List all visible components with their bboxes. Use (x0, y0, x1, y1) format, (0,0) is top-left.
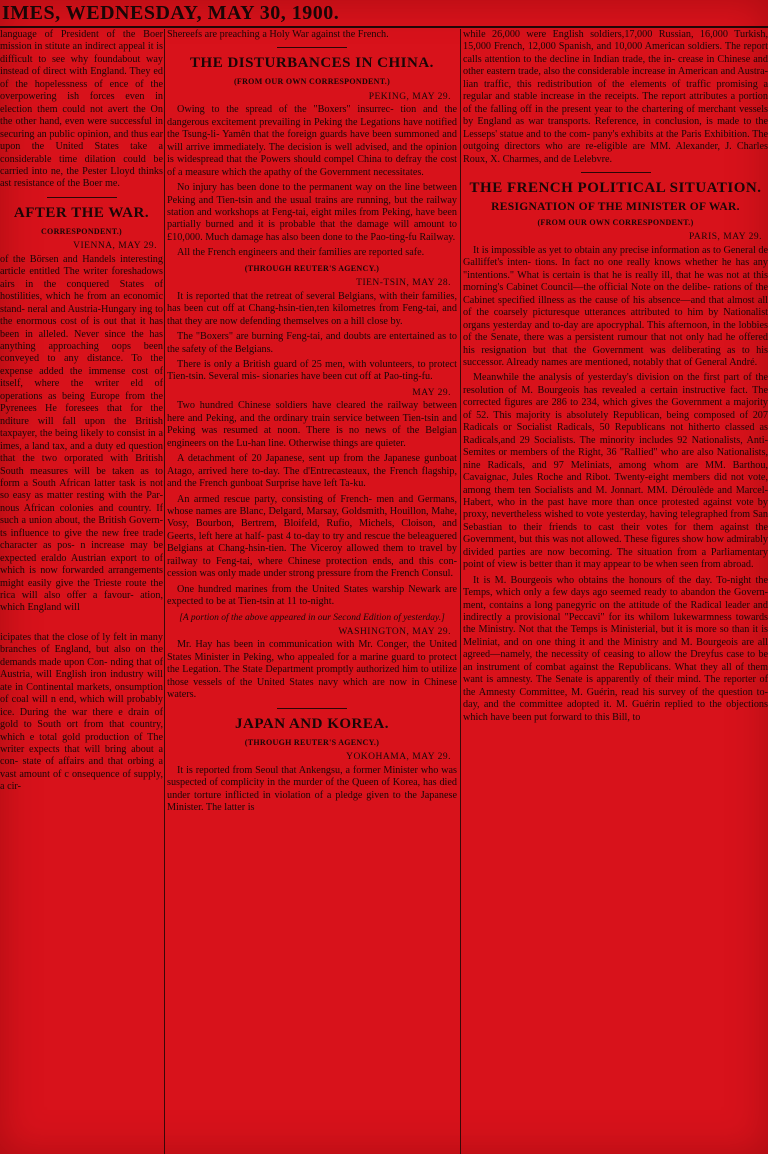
subheadline-resignation: RESIGNATION OF THE MINISTER OF WAR. (491, 200, 740, 213)
article-paragraph: icipates that the close of ly felt in many branches of England, but also on the demands made upon Con- nding that of Austria, will English iron industry will ate in Continental markets, onsumption of coal will n end, which will probably ice. During the war there e drain of gold to South ort from that country, which e total gold production of The writer expects that will bring about a con- state of affairs and that orbing a vast amount of c onsequence of supply, a cir- (0, 631, 163, 793)
article-paragraph: language of President of the Boer mission in stitute an indirect appeal it is difficult to see why foundabout way instead of direct with England. They ed of the hopelessness of ence of the overpowering ish forces even in election them could not avert the On the other hand, even were successful in securing an public opinion, and thus ear upon the United States take a considerable time dilation could be carried into ne, the Pester Lloyd thinks ast resistance of the Boer me. (0, 29, 163, 190)
article-paragraph: It is reported that the retreat of several Belgians, with their families, has been cut off at Chang-hsin-tien,ten kilometres from Feng-tai, and that they are now defending themselves on a hill close by. (167, 290, 457, 327)
article-paragraph: There is only a British guard of 25 men, with volunteers, to protect Tien-tsin. Several mis- sionaries have been cut off at Pao-ting-fu. (167, 358, 457, 383)
dateline: YOKOHAMA, MAY 29. (346, 752, 451, 763)
section-divider (277, 708, 347, 709)
column-rule (164, 29, 165, 1154)
article-paragraph: Shereefs are preaching a Holy War against the French. (167, 29, 389, 40)
section-divider (277, 47, 347, 48)
article-paragraph: No injury has been done to the permanent way on the line between Peking and Tien-tsin and the usual trains are running, but the railway station and workshops at Feng-tai, eight miles from Peking, have been partially burned and it is probable that the damage will amount to £10,000. Much damage has also been done to the Pao-ting-fu Railway. (167, 182, 457, 243)
headline-japan-korea: JAPAN AND KOREA. (235, 715, 389, 732)
article-paragraph: Owing to the spread of the "Boxers" insurrec- tion and the dangerous excitement prevailing in Peking the Legations have notified the Tsung-li- Yamên that the foreign guards have been summoned and will arrive immediately. The decision is well advised, and the opinion is widespread that the Powers should compel China to defray the cost of a measure which the apathy of the Government necessitates. (167, 104, 457, 178)
dateline: VIENNA, MAY 29. (73, 241, 157, 252)
dateline: TIEN-TSIN, MAY 28. (356, 278, 451, 289)
column-right (463, 29, 768, 1154)
article-paragraph: The "Boxers" are burning Feng-tai, and doubts are entertained as to the safety of the Belgians. (167, 331, 457, 355)
dateline: MAY 29. (412, 387, 451, 398)
byline: (FROM OUR OWN CORRESPONDENT.) (233, 77, 391, 87)
article-paragraph: It is impossible as yet to obtain any precise information as to General de Galliffet's inten- tions. In fact no one really knows whether he has any "intentions." What is certain is that he is really ill, that he was not at this morning's Cabinet Council—the official Note on the delibe- rations of the Cabinet specified illness as the cause of his absence—and that almost all of the coarsely picturesque utterances attributed to him by Nationalist organs yesterday and to-day are apocryphal. This afternoon, in the lobbies of the Senate, there was a persistent rumour that not only had he offered his resignation but that the Government was deliberating as to his successor. Already names are mentioned, notably that of General André. (463, 244, 768, 368)
article-paragraph: One hundred marines from the United States warship Newark are expected to be at Tien-tsin at 11 to-night. (167, 583, 457, 608)
headline-disturbances-china: THE DISTURBANCES IN CHINA. (190, 55, 434, 72)
article-paragraph: while 26,000 were English soldiers,17,000 Russian, 16,000 Turkish, 15,000 French, 12,000 Spanish, and 10,000 American soldiers. The report calls attention to the decline in Indian trade, the in- crease in Chinese and other eastern trade, also the considerable increase in American and Austra- lian traffic, this redistribution of the elements of traffic promising a regular and stable increase in the receipts. The report attributes a portion of the falling off in the present year to the chartering of merchant vessels by England as war transports. Reference, in conclusion, is made to the Lesseps' statue and to the com- pany's exhibits at the Paris Exhibition. The outgoing directors who are re-eligible are MM. Alexander, J. Charles Roux, X. Charmes, and de Lelebvre. (463, 29, 768, 165)
article-paragraph: A detachment of 20 Japanese, sent up from the Japanese gunboat Atago, arrived here to-day. The d'Entrecasteaux, the French flagship, and the French gunboat Surprise have left Ta-ku. (167, 453, 457, 490)
byline: CORRESPONDENT.) (40, 226, 123, 236)
article-paragraph: Two hundred Chinese soldiers have cleared the railway between here and Peking, and the ordinary train service between Tien-tsin and Peking was resumed at noon. There is no news of the Belgian engineers on the Lu-han line. Otherwise things are quieter. (167, 400, 457, 449)
article-paragraph: Meanwhile the analysis of yesterday's division on the first part of the resolution of M. Bourgeois has revealed a certain instructive fact. The corrected figures are 286 to 234, which gives the Government a majority of 52. This majority is absolutely Republican, being composed of 207 Radicals or Socialist Radicals, 50 Republicans not hitherto classed as Radicals,and 29 Socialists. The minority includes 92 Nationalists, Anti- Semites or members of the Right, 36 "Rallied" who are also Nationalists, nine Radicals, and 97 Meliniats, among whom are MM. Barthou, Cavaignac, Jules Roche and Ribot. Twenty-eight members did not vote, among them ten Socialists and M. Jonnart. MM. Déroulède and Marcel- Habert, who in the past have more than once protested against vote by proxy, nevertheless wished to vote yesterday, having telegraphed from San Sebastian to their friends to cast their votes for them against the Government, but this was not allowed. These figures show how admirably divided parties are now becoming. The situation from a Parliamentary point of view is better than it may appear to be when seen from abroad. (463, 372, 768, 571)
column-middle (167, 29, 457, 1154)
byline: (THROUGH REUTER'S AGENCY.) (244, 737, 380, 747)
article-paragraph: An armed rescue party, consisting of French- men and Germans, whose names are Blanc, Delgard, Marsay, Goldsmith, Houillon, Mahe, Vosy, Bourbon, Bertrem, Bloifeld, Rufio, Michels, Cloison, and Geerts, left here at half- past 4 to-day to try and rescue the beleaguered Belgians at Chang-hsin-tien. The Viceroy allowed them to travel by railway to Feng-tai, where Chinese protection ends, and this con- cession was only made under strong pressure from the French Consul. (167, 493, 457, 580)
column-rule (460, 29, 461, 1154)
dateline: PARIS, MAY 29. (689, 232, 762, 243)
headline-after-the-war: AFTER THE WAR. (13, 204, 150, 221)
masthead: IMES, WEDNESDAY, MAY 30, 1900. (0, 0, 768, 28)
article-paragraph: Mr. Hay has been in communication with Mr. Conger, the United States Minister in Peking, who appealed for a marine guard to protect the Legation. The State Department promptly authorized him to utilize those vessels of the United States navy which are now in Chinese waters. (167, 639, 457, 701)
article-paragraph: of the Börsen and Handels interesting article entitled The writer foreshadows airs in the conquered States of hostilities, which he from an economic stand- neral and Austria-Hungary ing to the enormous cost of is out that it has been in alleled. Never since the has anything approaching oops been conveyed to any distance. To the expense added the immense cost of itself, where the writer eld of operations as being Europe from the Pyrenees He foresees that for the nditure will fall upon the British taxpayer, the being likely to consist in a imes, a land tax, and a duty ed question that the two orporated with British South measures will be taken as to form a South African latter task is not so easy as matter resting with the Par- nous African colonies and country. If such a union about, the British Govern- ts influence to give the new free trade character as pos- n increase may be expected eraldo Austrian export to of which is now forwarded arrangements might easily give the Trieste route the rica will also offer a favour- ation, which England will (0, 253, 163, 614)
article-paragraph: It is reported from Seoul that Ankengsu, a former Minister who was suspected of complicity in the murder of the Queen of Korea, has died under torture inflicted in violation of a pledge given to the Japanese Minister. The latter is (167, 764, 457, 814)
byline: (FROM OUR OWN CORRESPONDENT.) (537, 217, 694, 227)
dateline: WASHINGTON, MAY 29. (338, 627, 451, 638)
column-left (0, 29, 163, 1154)
article-paragraph: All the French engineers and their families are reported safe. (177, 247, 425, 259)
dateline: PEKING, MAY 29. (368, 91, 451, 102)
edition-note: [A portion of the above appeared in our Second Edition of yesterday.] (179, 612, 445, 623)
paragraph-gap (0, 618, 163, 632)
article-paragraph: It is M. Bourgeois who obtains the honours of the day. To-night the Temps, which only a few days ago seemed ready to abandon the Govern- ment, contains a long panegyric on the attitude of the Radical leader and indirectly a provisional "Peccavi" for its whilom lukewarmness towards the Ministry. Not that the Temps is Ministerial, but it is more so than it is Meliniat, and on one thing it and the Ministry and M. Bourgeois are all agreed—namely, the necessity of ceasing to allow the Dreyfus case to be an instrument of combat against the Republicans. What they all of them want is amnesty. The Senate is apparently of their mind. The reporter of the Amnesty Committee, M. Guérin, read his survey of the question to-day, and the committee adopted it. M. Guérin replied to the objections which have been put forward to this Bill, to (463, 574, 768, 723)
section-divider (581, 172, 651, 173)
byline: (THROUGH REUTER'S AGENCY.) (244, 263, 380, 273)
headline-french-political: THE FRENCH POLITICAL SITUATION. (469, 179, 762, 196)
section-divider (47, 197, 117, 198)
